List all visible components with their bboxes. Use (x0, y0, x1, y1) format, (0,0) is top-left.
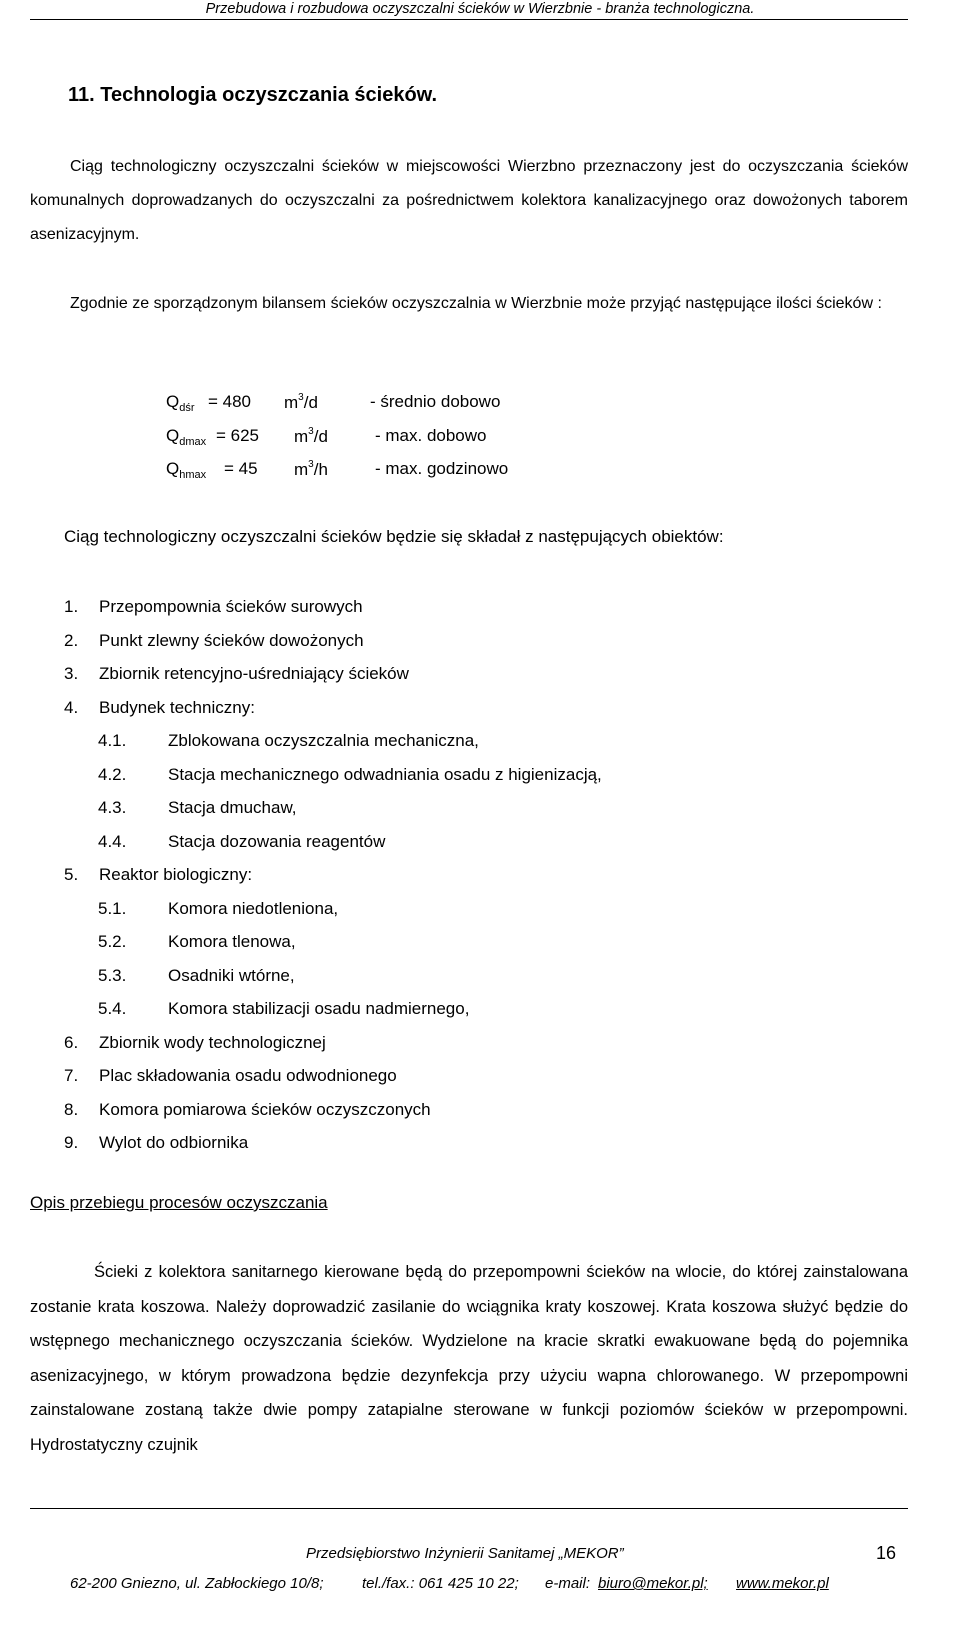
flow-value: = 625 (216, 426, 260, 445)
running-header: Przebudowa i rozbudowa oczyszczalni ścieków w Wierzbnie - branża technologiczna. (205, 1, 755, 17)
flow-description: - max. dobowo (375, 426, 487, 445)
footer-phone: tel./fax.: 061 425 10 22; (362, 1575, 519, 1592)
flow-subscript: dśr (179, 402, 195, 414)
flow-row (166, 459, 206, 481)
footer-address: 62-200 Gniezno, ul. Zabłockiego 10/8; (70, 1575, 324, 1592)
footer-company: Przedsiębiorstwo Inżynierii Sanitamej „MEKOR” (306, 1545, 624, 1562)
flow-unit: $m^3/h$ (294, 459, 328, 479)
flow-row (166, 392, 195, 414)
intro-paragraph-1 (30, 150, 908, 252)
flow-unit: $m^3/d$ (294, 426, 328, 446)
process-heading: Opis przebiegu procesów oczyszczania (30, 1193, 328, 1212)
process-text: Ścieki z kolektora sanitarnego kierowane będą do przepompowni ścieków na wlocie, do której zainstalowana zostanie krata koszowa. Należy doprowadzić zasilanie do wciągnika kraty koszowej. Krata koszowa służyć będzie do wstępnego mechanicznego oczyszczania ścieków. Wydzielone na kracie skratki ewakuowane będą do pojemnika asenizacyjnego, w którym prowadzona będzie dezynfekcja przy użyciu wapna chlorowanego. W przepompowni zainstalowane zostaną także dwie pompy zatapialne sterowane w funkcji poziomów ścieków w przepompowni. Hydrostatyczny czujnik (30, 1263, 908, 1454)
flow-symbol: Q (166, 426, 180, 445)
footer-email-link[interactable]: biuro@mekor.pl; (598, 1575, 708, 1592)
footer-website-link[interactable]: www.mekor.pl (736, 1575, 829, 1592)
flow-row (166, 426, 206, 448)
flow-symbol: Q (166, 392, 180, 411)
flow-symbol: Q (166, 459, 180, 478)
intro-paragraph-2 (30, 286, 908, 321)
flow-description: - max. godzinowo (375, 459, 509, 478)
flow-value: = 45 (224, 459, 258, 478)
objects-intro: Ciąg technologiczny oczyszczalni ścieków będzie się składał z następujących obiektów: (64, 527, 724, 546)
flow-value: = 480 (208, 392, 252, 411)
footer-email-label: e-mail: (545, 1575, 591, 1592)
process-paragraph (30, 1255, 908, 1462)
header-divider (30, 19, 908, 20)
footer-divider (30, 1508, 908, 1509)
intro-text-1: Ciąg technologiczny oczyszczalni ścieków w miejscowości Wierzbno przeznaczony jest do oczyszczania ścieków komunalnych doprowadzanych do oczyszczalni za pośrednictwem kolektora kanalizacyjnego oraz dowożonych taborem asenizacyjnym. (30, 158, 908, 243)
flow-description: - średnio dobowo (370, 392, 501, 411)
page-number: 16 (876, 1543, 897, 1563)
flow-subscript: hmax (179, 469, 207, 481)
flow-unit: $m^3/d$ (284, 392, 318, 412)
intro-text-2: Zgodnie ze sporządzonym bilansem ścieków oczyszczalnia w Wierzbnie może przyjąć następujące ilości ścieków : (70, 295, 882, 312)
flow-subscript: dmax (179, 436, 207, 448)
section-title: 11. Technologia oczyszczania ścieków. (68, 84, 438, 106)
